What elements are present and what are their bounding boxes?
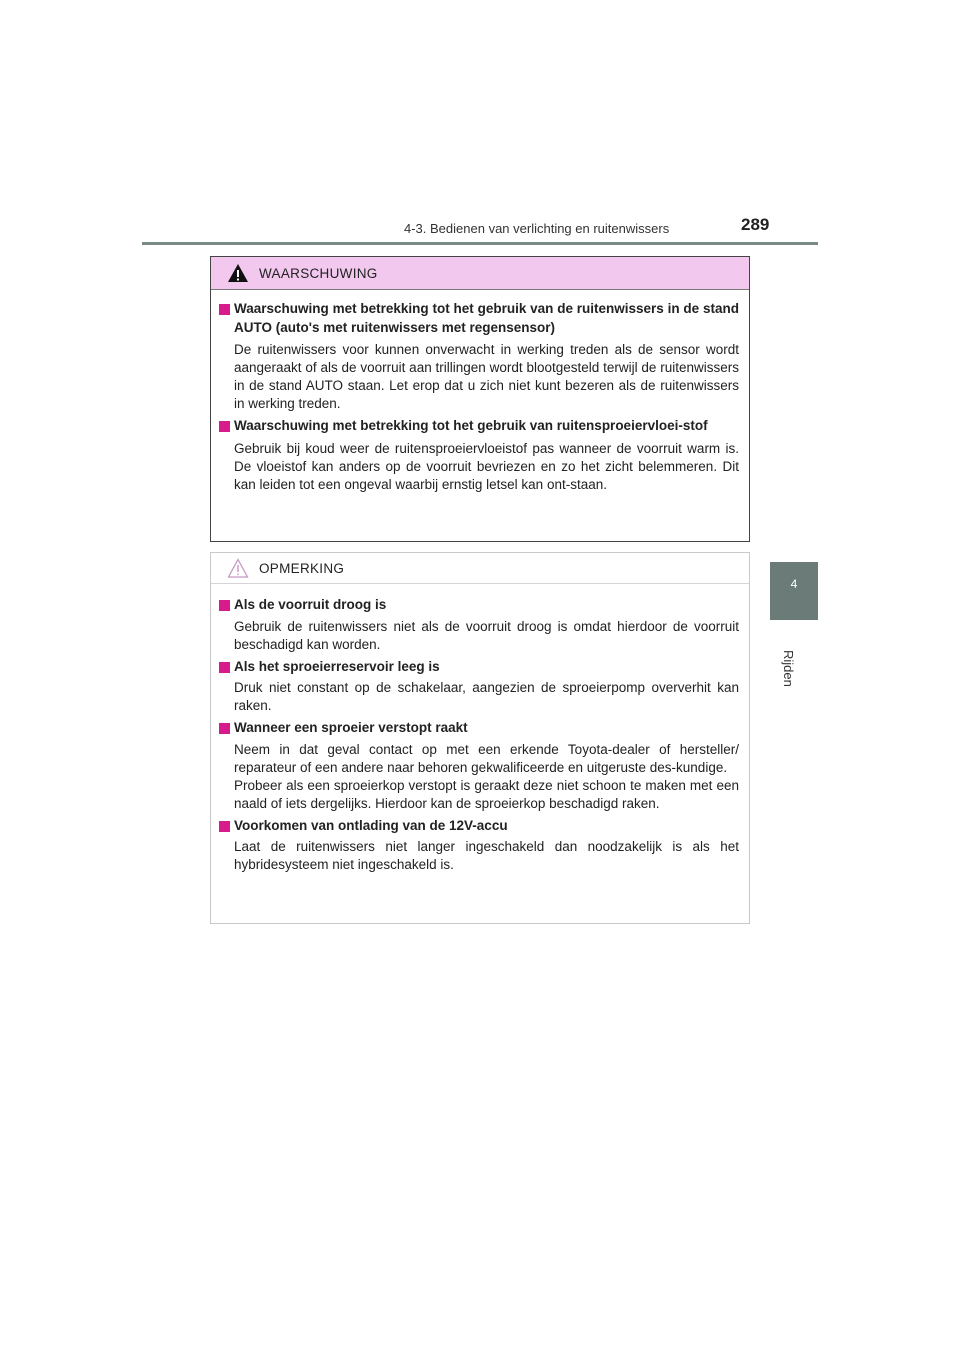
note-item <box>219 719 739 813</box>
note-item-title: Voorkomen van ontlading van de 12V-accu <box>234 817 508 833</box>
note-item-body: Neem in dat geval contact op met een erkende Toyota-dealer of hersteller/ reparateur of een andere naar behoren gekwalificeerde en uitgeruste des-kundige. <box>234 741 739 775</box>
note-label: OPMERKING <box>259 560 345 576</box>
warning-item <box>219 417 739 494</box>
note-item <box>219 658 739 716</box>
note-item-body-extra: Probeer als een sproeierkop verstopt is geraakt deze niet schoon te maken met een naald of iets dergelijks. Hierdoor kan de sproeierkop beschadigd raken. <box>234 777 739 811</box>
note-item-body: Laat de ruitenwissers niet langer ingeschakeld dan noodzakelijk is als het hybridesysteem niet ingeschakeld is. <box>234 839 739 872</box>
note-item-title: Als de voorruit droog is <box>234 597 387 612</box>
note-content <box>211 584 749 874</box>
note-item-body: Druk niet constant op de schakelaar, aangezien de sproeierpomp oververhit kan raken. <box>234 680 739 713</box>
note-item <box>219 596 739 654</box>
bullet-square-icon <box>219 421 230 432</box>
chapter-tab: 4 <box>770 562 818 620</box>
warning-box <box>210 256 750 542</box>
warning-item-title: Waarschuwing met betrekking tot het gebruik van de ruitenwissers in de stand AUTO (auto's met ruitenwissers met regensensor) <box>234 301 739 335</box>
warning-item <box>219 300 739 413</box>
chapter-label: Rijden <box>781 650 796 687</box>
section-title: 4-3. Bedienen van verlichting en ruitenwissers <box>404 221 670 236</box>
bullet-square-icon <box>219 304 230 315</box>
note-header <box>211 553 749 584</box>
warning-label: WAARSCHUWING <box>259 265 378 281</box>
note-item-title: Wanneer een sproeier verstopt raakt <box>234 720 468 735</box>
bullet-square-icon <box>219 600 230 611</box>
bullet-square-icon <box>219 662 230 673</box>
note-item-body: Gebruik de ruitenwissers niet als de voorruit droog is omdat hierdoor de voorruit beschadigd kan worden. <box>234 618 739 652</box>
note-item-title: Als het sproeierreservoir leeg is <box>234 658 440 674</box>
caution-triangle-outline-icon <box>227 558 249 578</box>
page-number: 289 <box>741 215 770 234</box>
warning-item-body: Gebruik bij koud weer de ruitensproeiervloeistof pas wanneer de voorruit warm is. De vloeistof kan anders op de voorruit bevriezen en zo het zicht belemmeren. Dit kan leiden tot een ongeval waarbij ernstig letsel kan ont-staan. <box>234 440 739 492</box>
warning-content <box>211 290 749 494</box>
note-item <box>219 817 739 875</box>
note-box <box>210 552 750 924</box>
header-divider <box>142 242 818 245</box>
warning-item-title: Waarschuwing met betrekking tot het gebruik van ruitensproeiervloei-stof <box>234 418 708 433</box>
bullet-square-icon <box>219 821 230 832</box>
warning-header <box>211 257 749 290</box>
warning-item-body: De ruitenwissers voor kunnen onverwacht in werking treden als de sensor wordt aangeraakt of als de voorruit aan trillingen wordt blootgesteld terwijl de ruitenwissers in de stand AUTO staan. Let erop dat u zich niet kunt bezeren als de ruitenwissers in werking treden. <box>234 342 739 411</box>
bullet-square-icon <box>219 723 230 734</box>
warning-triangle-icon <box>227 263 249 283</box>
